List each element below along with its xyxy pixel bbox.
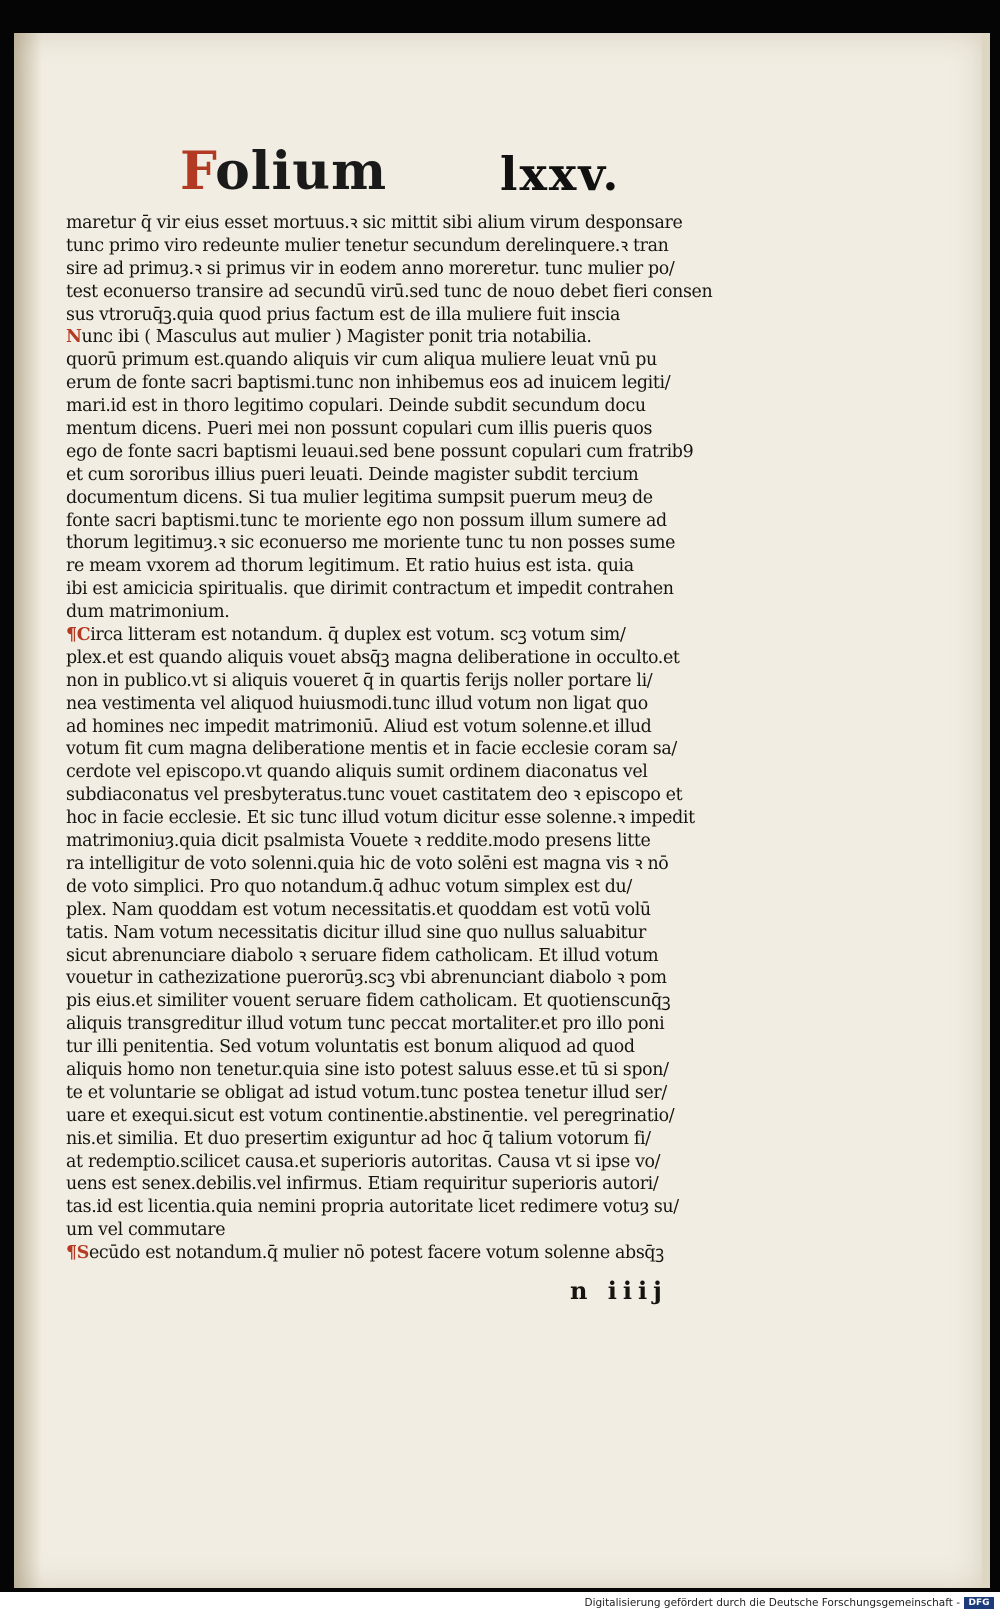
text-line <box>66 555 706 578</box>
text-line <box>66 1219 706 1242</box>
text-line <box>66 738 706 761</box>
text-line <box>66 945 706 968</box>
footer-strip <box>0 1592 1000 1612</box>
text-line <box>66 1013 706 1036</box>
line-text: uens est senex.debilis.vel infirmus. Etiam requiritur superioris autori/ <box>66 1174 659 1195</box>
line-text: ad homines nec impedit matrimoniū. Aliud est votum solenne.et illud <box>66 716 652 737</box>
text-line <box>66 899 706 922</box>
line-text: non in publico.vt si aliquis voueret q̄ in quartis ferijs noller portare li/ <box>66 670 653 691</box>
text-line <box>66 624 706 647</box>
line-text: matrimoniuȝ.quia dicit psalmista Vouete ꝛ reddite.modo presens litte <box>66 831 651 852</box>
text-line <box>66 281 713 304</box>
text-line <box>66 487 706 510</box>
text-line <box>66 258 706 281</box>
text-line <box>66 670 706 693</box>
text-line <box>66 395 706 418</box>
line-text: irca litteram est notandum. q̄ duplex est votum. scꝫ votum sim/ <box>90 625 626 646</box>
folio-label-rest: olium <box>215 141 388 202</box>
line-text: uare et exequi.sicut est votum continentie.abstinentie. vel peregrinatio/ <box>66 1105 675 1126</box>
text-line <box>66 1059 706 1082</box>
line-text: hoc in facie ecclesie. Et sic tunc illud votum dicitur esse solenne.ꝛ impedit <box>66 808 695 829</box>
text-line <box>66 578 706 601</box>
funding-credit: Digitalisierung gefördert durch die Deutsche Forschungsgemeinschaft - <box>584 1597 960 1609</box>
line-text: mari.id est in thoro legitimo copulari. Deinde subdit secundum docu <box>66 396 646 417</box>
text-line <box>66 212 706 235</box>
line-text: aliquis homo non tenetur.quia sine isto potest saluus esse.et tū si spon/ <box>66 1059 669 1080</box>
line-text: plex.et est quando aliquis vouet absq̄ꝫ magna deliberatione in occulto.et <box>66 647 680 668</box>
text-line <box>66 349 706 372</box>
line-text: vouetur in cathezizatione puerorūȝ.scꝫ vbi abrenunciant diabolo ꝛ pom <box>66 968 667 989</box>
line-text: ra intelligitur de voto solenni.quia hic de voto solēni est magna vis ꝛ nō <box>66 853 669 874</box>
text-line <box>66 1128 706 1151</box>
text-line <box>66 235 706 258</box>
text-line <box>66 326 706 349</box>
line-text: mentum dicens. Pueri mei non possunt copulari cum illis pueris quos <box>66 419 653 440</box>
dfg-logo: DFG <box>964 1597 994 1609</box>
body-text <box>66 212 713 1265</box>
gutter-shadow <box>14 33 42 1588</box>
folio-number: lxxv. <box>500 147 621 201</box>
line-text: thorum legitimuȝ.ꝛ sic econuerso me moriente tunc tu non posses sume <box>66 533 676 554</box>
line-text: um vel commutare <box>66 1220 226 1241</box>
text-line <box>66 830 706 853</box>
line-text: tunc primo viro redeunte mulier tenetur secundum derelinquere.ꝛ tran <box>66 235 669 256</box>
running-header <box>180 142 630 208</box>
line-text: et cum sororibus illius pueri leuati. Deinde magister subdit tercium <box>66 464 639 485</box>
text-line <box>66 1173 706 1196</box>
folio-initial: F <box>180 141 216 202</box>
line-text: votum fit cum magna deliberatione mentis et in facie ecclesie coram sa/ <box>66 739 677 760</box>
text-line <box>66 441 706 464</box>
text-line <box>66 1196 706 1219</box>
text-line <box>66 922 706 945</box>
text-line <box>66 693 706 716</box>
signature-mark: n iiij <box>570 1276 668 1305</box>
rubricated-initial: ¶S <box>66 1243 89 1264</box>
text-line <box>66 1242 706 1265</box>
line-text: re meam vxorem ad thorum legitimum. Et ratio huius est ista. quia <box>66 556 634 577</box>
line-text: plex. Nam quoddam est votum necessitatis.et quoddam est votū volū <box>66 899 651 920</box>
line-text: ecūdo est notandum.q̄ mulier nō potest facere votum solenne absq̄ꝫ <box>88 1243 664 1264</box>
line-text: aliquis transgreditur illud votum tunc peccat mortaliter.et pro illo poni <box>66 1014 665 1035</box>
text-line <box>66 1151 706 1174</box>
line-text: unc ibi ( Masculus aut mulier ) Magister ponit tria notabilia. <box>81 327 592 348</box>
text-line <box>66 418 706 441</box>
line-text: sicut abrenunciare diabolo ꝛ seruare fidem catholicam. Et illud votum <box>66 945 659 966</box>
text-line <box>66 967 706 990</box>
text-line <box>66 807 706 830</box>
line-text: sire ad primuȝ.ꝛ si primus vir in eodem anno moreretur. tunc mulier po/ <box>66 258 675 279</box>
line-text: de voto simplici. Pro quo notandum.q̄ adhuc votum simplex est du/ <box>66 876 632 897</box>
rubricated-initial: ¶C <box>66 625 91 646</box>
text-line <box>66 1036 706 1059</box>
text-line <box>66 853 706 876</box>
folio-label <box>180 142 387 202</box>
line-text: nis.et similia. Et duo presertim exiguntur ad hoc q̄ talium votorum fi/ <box>66 1128 651 1149</box>
text-line <box>66 647 706 670</box>
line-text: tatis. Nam votum necessitatis dicitur illud sine quo nullus saluabitur <box>66 922 646 943</box>
text-line <box>66 1082 706 1105</box>
text-line <box>66 464 706 487</box>
line-text: ego de fonte sacri baptismi leuaui.sed bene possunt copulari cum fratrib9 <box>66 441 694 462</box>
line-text: fonte sacri baptismi.tunc te moriente ego non possum illum sumere ad <box>66 510 667 531</box>
line-text: test econuerso transire ad secundū virū.sed tunc de nouo debet fieri consen <box>66 281 713 302</box>
line-text: tur illi penitentia. Sed votum voluntatis est bonum aliquod ad quod <box>66 1037 635 1058</box>
line-text: at redemptio.scilicet causa.et superioris autoritas. Causa vt si ipse vo/ <box>66 1151 661 1172</box>
line-text: nea vestimenta vel aliquod huiusmodi.tunc illud votum non ligat quo <box>66 693 648 714</box>
line-text: erum de fonte sacri baptismi.tunc non inhibemus eos ad inuicem legiti/ <box>66 373 671 394</box>
text-line <box>66 784 706 807</box>
text-line <box>66 990 706 1013</box>
line-text: cerdote vel episcopo.vt quando aliquis sumit ordinem diaconatus vel <box>66 762 648 783</box>
text-line <box>66 1105 706 1128</box>
line-text: maretur q̄ vir eius esset mortuus.ꝛ sic mittit sibi alium virum desponsare <box>66 213 683 233</box>
line-text: documentum dicens. Si tua mulier legitima sumpsit puerum meuȝ de <box>66 487 653 508</box>
text-line <box>66 532 706 555</box>
line-text: quorū primum est.quando aliquis vir cum aliqua muliere leuat vnū pu <box>66 350 657 371</box>
line-text: subdiaconatus vel presbyteratus.tunc vouet castitatem deo ꝛ episcopo et <box>66 785 683 806</box>
text-line <box>66 761 706 784</box>
line-text: tas.id est licentia.quia nemini propria autoritate licet redimere votuȝ su/ <box>66 1197 679 1218</box>
text-line <box>66 716 706 739</box>
line-text: pis eius.et similiter vouent seruare fidem catholicam. Et quotienscunq̄ꝫ <box>66 991 671 1012</box>
line-text: sus vtroruq̄ꝫ.quia quod prius factum est de illa muliere fuit inscia <box>66 304 621 325</box>
text-line <box>66 372 706 395</box>
line-text: dum matrimonium. <box>66 602 230 623</box>
text-line <box>66 304 706 327</box>
text-line <box>66 601 706 624</box>
text-line <box>66 876 706 899</box>
rubricated-initial: N <box>66 327 82 348</box>
text-line <box>66 510 706 533</box>
line-text: ibi est amicicia spiritualis. que dirimit contractum et impedit contrahen <box>66 579 674 600</box>
line-text: te et voluntarie se obligat ad istud votum.tunc postea tenetur illud ser/ <box>66 1082 667 1103</box>
